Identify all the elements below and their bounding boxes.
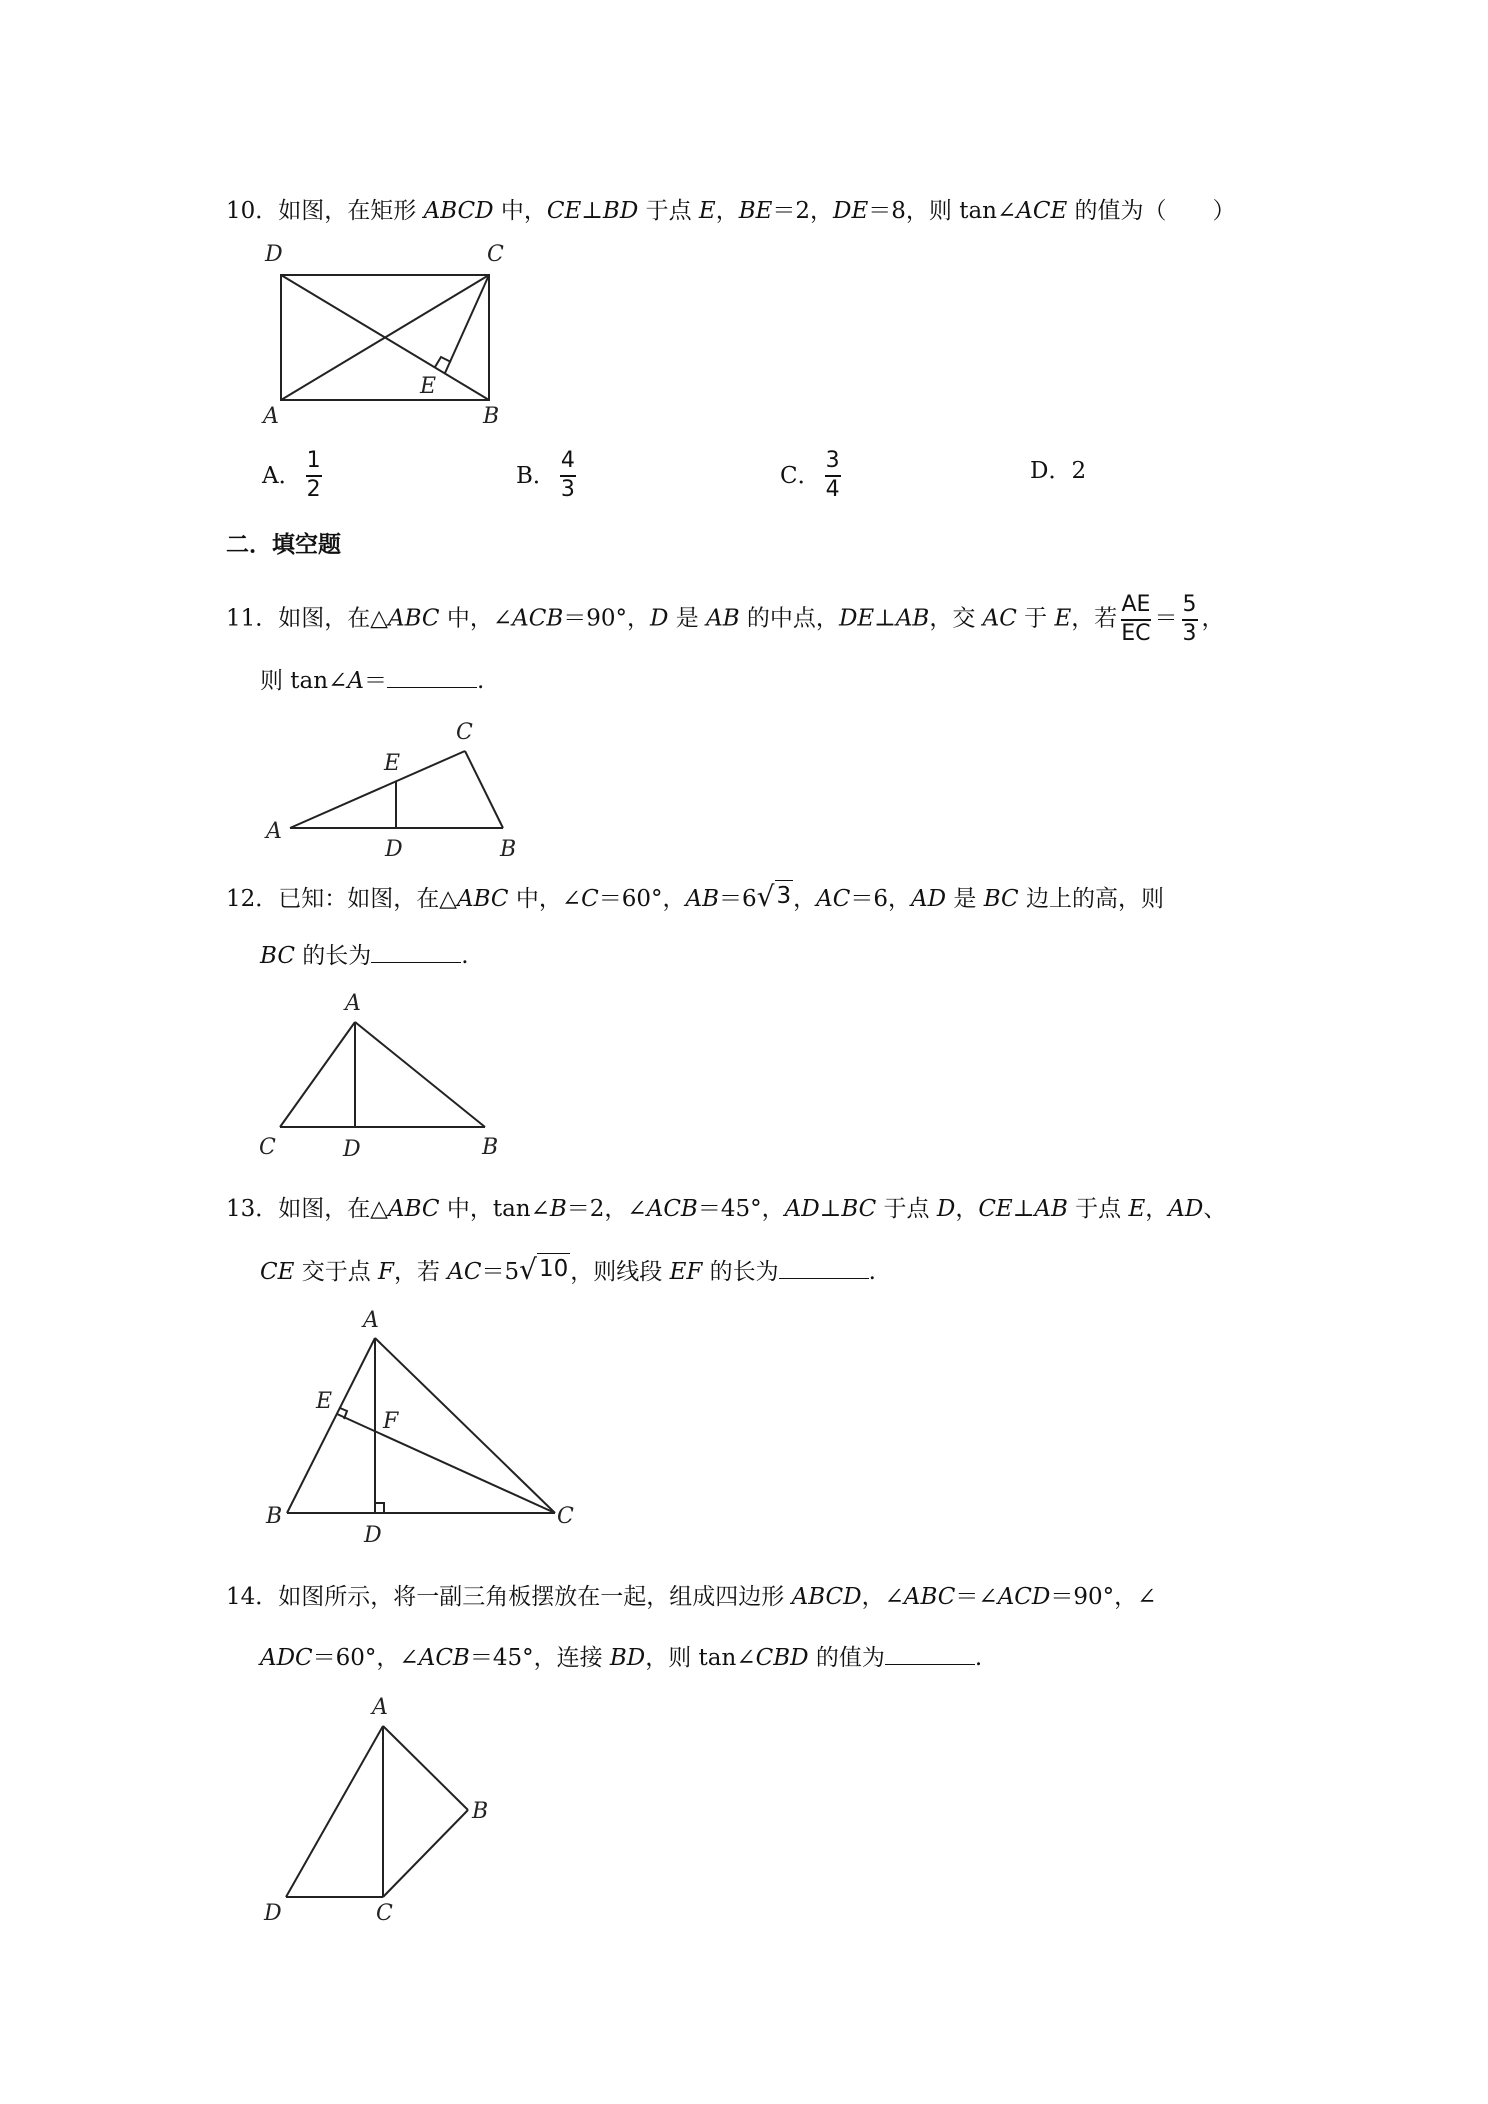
q12-var: ABC — [456, 886, 509, 912]
q12-text-line2 — [260, 940, 469, 971]
numerator: 5 — [1182, 592, 1197, 617]
label-c: C — [376, 1901, 393, 1926]
numerator: 3 — [825, 448, 840, 473]
label-a: A — [345, 991, 361, 1016]
q10-var-bd: BD — [602, 198, 639, 224]
q13-var: B — [549, 1196, 567, 1222]
answer-blank[interactable] — [371, 940, 461, 963]
option-letter: A． — [262, 462, 302, 489]
label-c: C — [487, 242, 504, 267]
q11-var: E — [1054, 605, 1072, 632]
q11-text-part: . — [476, 668, 485, 694]
label-d: D — [343, 1137, 361, 1162]
q13-text-part: 如图，在△ — [278, 1196, 388, 1222]
q11-var: AB — [706, 605, 740, 632]
q13-text-part: ⊥ — [1012, 1196, 1035, 1222]
answer-blank[interactable] — [885, 1642, 975, 1665]
segment-ab — [355, 1022, 485, 1127]
q13-text-line2 — [260, 1253, 876, 1287]
q11-var: AB — [895, 605, 930, 632]
q12-sqrt — [757, 880, 793, 911]
q14-var: CBD — [755, 1645, 809, 1671]
q11-text-part: 中，∠ — [439, 605, 513, 632]
label-f: F — [383, 1409, 399, 1434]
q14-text-part: ，则 tan∠ — [645, 1645, 756, 1671]
q12-text-part: ， — [793, 886, 817, 912]
label-d: D — [385, 837, 403, 862]
q12-var: AC — [816, 886, 851, 912]
segment-da — [286, 1726, 383, 1897]
q14-text-part: 如图所示，将一副三角板摆放在一起，组成四边形 — [278, 1584, 792, 1610]
q12-text-part: ＝6， — [850, 886, 912, 912]
option-fraction — [825, 450, 841, 501]
q10-var-e: E — [698, 198, 716, 224]
radical-sign: √ — [519, 1253, 537, 1286]
q14-text-part: ＝90°，∠ — [1050, 1584, 1157, 1610]
q13-text-part: ＝2，∠ — [566, 1196, 647, 1222]
q11-var: ABC — [387, 605, 440, 632]
q13-text-part: ， — [955, 1196, 979, 1222]
q13-var: CE — [978, 1196, 1013, 1222]
segment-ce — [337, 1414, 555, 1513]
denominator: 4 — [825, 477, 840, 502]
q14-text-line2 — [260, 1642, 982, 1673]
q13-text-part: ＝5 — [481, 1259, 520, 1285]
q12-text-part: 的长为 — [294, 943, 372, 969]
q12-text-part: 是 — [946, 886, 984, 912]
segment-ce — [445, 275, 489, 373]
label-e: E — [316, 1389, 333, 1414]
option-letter: D． — [1030, 458, 1072, 484]
q12-var: BC — [260, 943, 295, 969]
label-a: A — [363, 1308, 379, 1333]
q10-var-de: DE — [833, 198, 869, 224]
q10-var-be: BE — [738, 198, 773, 224]
q11-text-part: 则 tan∠ — [260, 668, 348, 694]
q13-var: ACB — [646, 1196, 698, 1222]
segment-ca — [280, 1022, 355, 1127]
q13-var: EF — [669, 1259, 703, 1285]
q11-text-part: ⊥ — [874, 605, 896, 632]
q14-var: ABC — [903, 1584, 956, 1610]
q14-text-part: 的值为 — [808, 1645, 885, 1671]
q10-text — [226, 196, 1236, 226]
denominator: EC — [1121, 621, 1151, 646]
label-c: C — [456, 720, 473, 745]
denominator: 3 — [560, 477, 575, 502]
q10-number: 10． — [226, 198, 279, 224]
q10-option-d[interactable] — [1030, 456, 1086, 486]
label-e: E — [384, 751, 401, 776]
q11-number: 11． — [226, 605, 279, 632]
q13-figure-triangle — [260, 1308, 590, 1558]
q12-text-part: ＝6 — [719, 886, 757, 912]
q12-text-part: 边上的高，则 — [1018, 886, 1164, 912]
q12-text-part: ＝60°， — [598, 886, 686, 912]
q13-text-part: . — [868, 1259, 876, 1285]
q11-var: ACB — [512, 605, 564, 632]
q13-var: D — [936, 1196, 956, 1222]
q10-text-part: ， — [715, 198, 739, 224]
q10-text-part: 于点 — [638, 198, 699, 224]
denominator: 2 — [306, 477, 321, 502]
label-d: D — [264, 1901, 282, 1926]
q13-text-part: 于点 — [1067, 1196, 1129, 1222]
q14-text-part: ，∠ — [861, 1584, 904, 1610]
q14-text-part: ＝∠ — [955, 1584, 998, 1610]
q10-option-a[interactable] — [262, 450, 326, 501]
q12-figure-triangle — [255, 992, 515, 1172]
q12-var: AD — [911, 886, 947, 912]
q12-text-part: . — [461, 943, 469, 969]
q13-text-line1 — [226, 1194, 1226, 1224]
q12-var: AB — [685, 886, 720, 912]
option-fraction — [306, 450, 322, 501]
numerator: 1 — [306, 448, 321, 473]
segment-ac — [375, 1338, 555, 1513]
q11-var: A — [347, 668, 364, 694]
radicand: 10 — [537, 1253, 570, 1284]
q11-text-line1 — [226, 594, 1225, 645]
label-b: B — [266, 1504, 283, 1529]
q13-text-part: 于点 — [876, 1196, 937, 1222]
q11-text-part: ， — [1201, 605, 1225, 632]
q13-text-part: ⊥ — [819, 1196, 842, 1222]
q10-text-part: ＝2， — [772, 198, 834, 224]
label-e: E — [420, 374, 437, 399]
option-value: 2 — [1071, 458, 1087, 484]
q14-var: ACD — [997, 1584, 1051, 1610]
q14-var: ADC — [260, 1645, 313, 1671]
answer-blank[interactable] — [779, 1256, 869, 1279]
q14-text-part: ＝45°，连接 — [469, 1645, 610, 1671]
q14-number: 14． — [226, 1584, 279, 1610]
q14-text-part: . — [974, 1645, 983, 1671]
radicand: 3 — [775, 880, 794, 911]
label-b: B — [500, 837, 517, 862]
q12-text-part: 中，∠ — [508, 886, 582, 912]
q14-var: BD — [609, 1645, 646, 1671]
q11-var: AC — [982, 605, 1017, 632]
label-a: A — [372, 1695, 388, 1720]
label-d: D — [364, 1523, 382, 1548]
label-a: A — [266, 819, 282, 844]
q10-var-ace: ACE — [1016, 198, 1068, 224]
q10-text-part: 中， — [493, 198, 547, 224]
q10-var-ce: CE — [546, 198, 582, 224]
denominator: 3 — [1182, 621, 1197, 646]
q10-option-b[interactable] — [516, 450, 580, 501]
numerator: 4 — [560, 448, 575, 473]
q11-text-part: 的中点， — [739, 605, 839, 632]
q11-fraction-ae-ec — [1121, 594, 1150, 645]
q11-text-part: 于 — [1016, 605, 1055, 632]
label-d: D — [265, 242, 283, 267]
q12-text-part: 已知：如图，在△ — [278, 886, 457, 912]
q13-var: F — [378, 1259, 394, 1285]
right-angle-mark-d — [375, 1503, 384, 1513]
q11-text-part: ＝90°， — [563, 605, 651, 632]
q13-text-part: ，若 — [393, 1259, 448, 1285]
q14-text-line1 — [226, 1582, 1156, 1612]
q13-text-part: ， — [1145, 1196, 1169, 1222]
q13-text-part: 的长为 — [702, 1259, 779, 1285]
answer-blank[interactable] — [387, 665, 477, 688]
q13-number: 13． — [226, 1196, 279, 1222]
q10-text-part: ＝8，则 tan∠ — [868, 198, 1017, 224]
q13-text-part: ＝45°， — [697, 1196, 785, 1222]
q13-var: CE — [260, 1259, 295, 1285]
section-title: 二．填空题 — [226, 532, 341, 558]
q11-text-part: ，交 — [929, 605, 983, 632]
q13-var: BC — [841, 1196, 877, 1222]
segment-ab — [383, 1726, 468, 1810]
q13-var: AD — [784, 1196, 820, 1222]
q13-sqrt — [519, 1253, 570, 1284]
q11-text-part: 是 — [668, 605, 707, 632]
q11-figure-triangle — [260, 712, 540, 862]
label-b: B — [472, 1799, 489, 1824]
label-c: C — [259, 1135, 276, 1160]
option-fraction — [560, 450, 576, 501]
q14-var: ACB — [418, 1645, 470, 1671]
label-c: C — [557, 1504, 574, 1529]
q10-figure-rectangle — [255, 242, 515, 435]
q13-var: E — [1128, 1196, 1146, 1222]
q13-var: AB — [1034, 1196, 1068, 1222]
q11-text-part: ，若 — [1071, 605, 1118, 632]
q12-var: BC — [983, 886, 1019, 912]
q11-text-part: 如图，在△ — [278, 605, 388, 632]
q10-var-abcd: ABCD — [423, 198, 494, 224]
q12-text-line1 — [226, 880, 1164, 914]
label-a: A — [263, 404, 279, 429]
q14-var: ABCD — [791, 1584, 862, 1610]
q10-text-part: 如图，在矩形 — [278, 198, 424, 224]
q10-text-part: 的值为（ ） — [1067, 198, 1236, 224]
q11-text-part: ＝ — [363, 668, 387, 694]
radical-sign: √ — [756, 880, 775, 913]
q14-text-part: ＝60°，∠ — [312, 1645, 419, 1671]
option-letter: B． — [516, 462, 556, 489]
q11-fraction-5-3 — [1182, 594, 1198, 645]
q13-text-part: 、 — [1203, 1196, 1227, 1222]
numerator: AE — [1121, 592, 1151, 617]
segment-cb — [465, 751, 503, 828]
q10-option-c[interactable] — [780, 450, 845, 501]
q14-figure-quadrilateral — [260, 1690, 500, 1930]
q13-var: AC — [447, 1259, 482, 1285]
segment-ac — [290, 751, 465, 828]
q12-var: C — [581, 886, 599, 912]
q10-perp-symbol: ⊥ — [581, 198, 603, 224]
q13-text-part: 交于点 — [294, 1259, 379, 1285]
q11-var: DE — [838, 605, 875, 632]
label-b: B — [482, 1135, 499, 1160]
q13-var: AD — [1168, 1196, 1204, 1222]
q11-var: D — [650, 605, 669, 632]
segment-bc — [383, 1810, 468, 1897]
q13-text-part: 中，tan∠ — [439, 1196, 550, 1222]
label-b: B — [483, 404, 500, 429]
option-letter: C． — [780, 462, 821, 489]
q12-number: 12． — [226, 886, 279, 912]
q11-text-line2 — [260, 665, 484, 696]
q11-text-part: ＝ — [1154, 605, 1178, 632]
q13-var: ABC — [387, 1196, 440, 1222]
q13-text-part: ，则线段 — [570, 1259, 670, 1285]
